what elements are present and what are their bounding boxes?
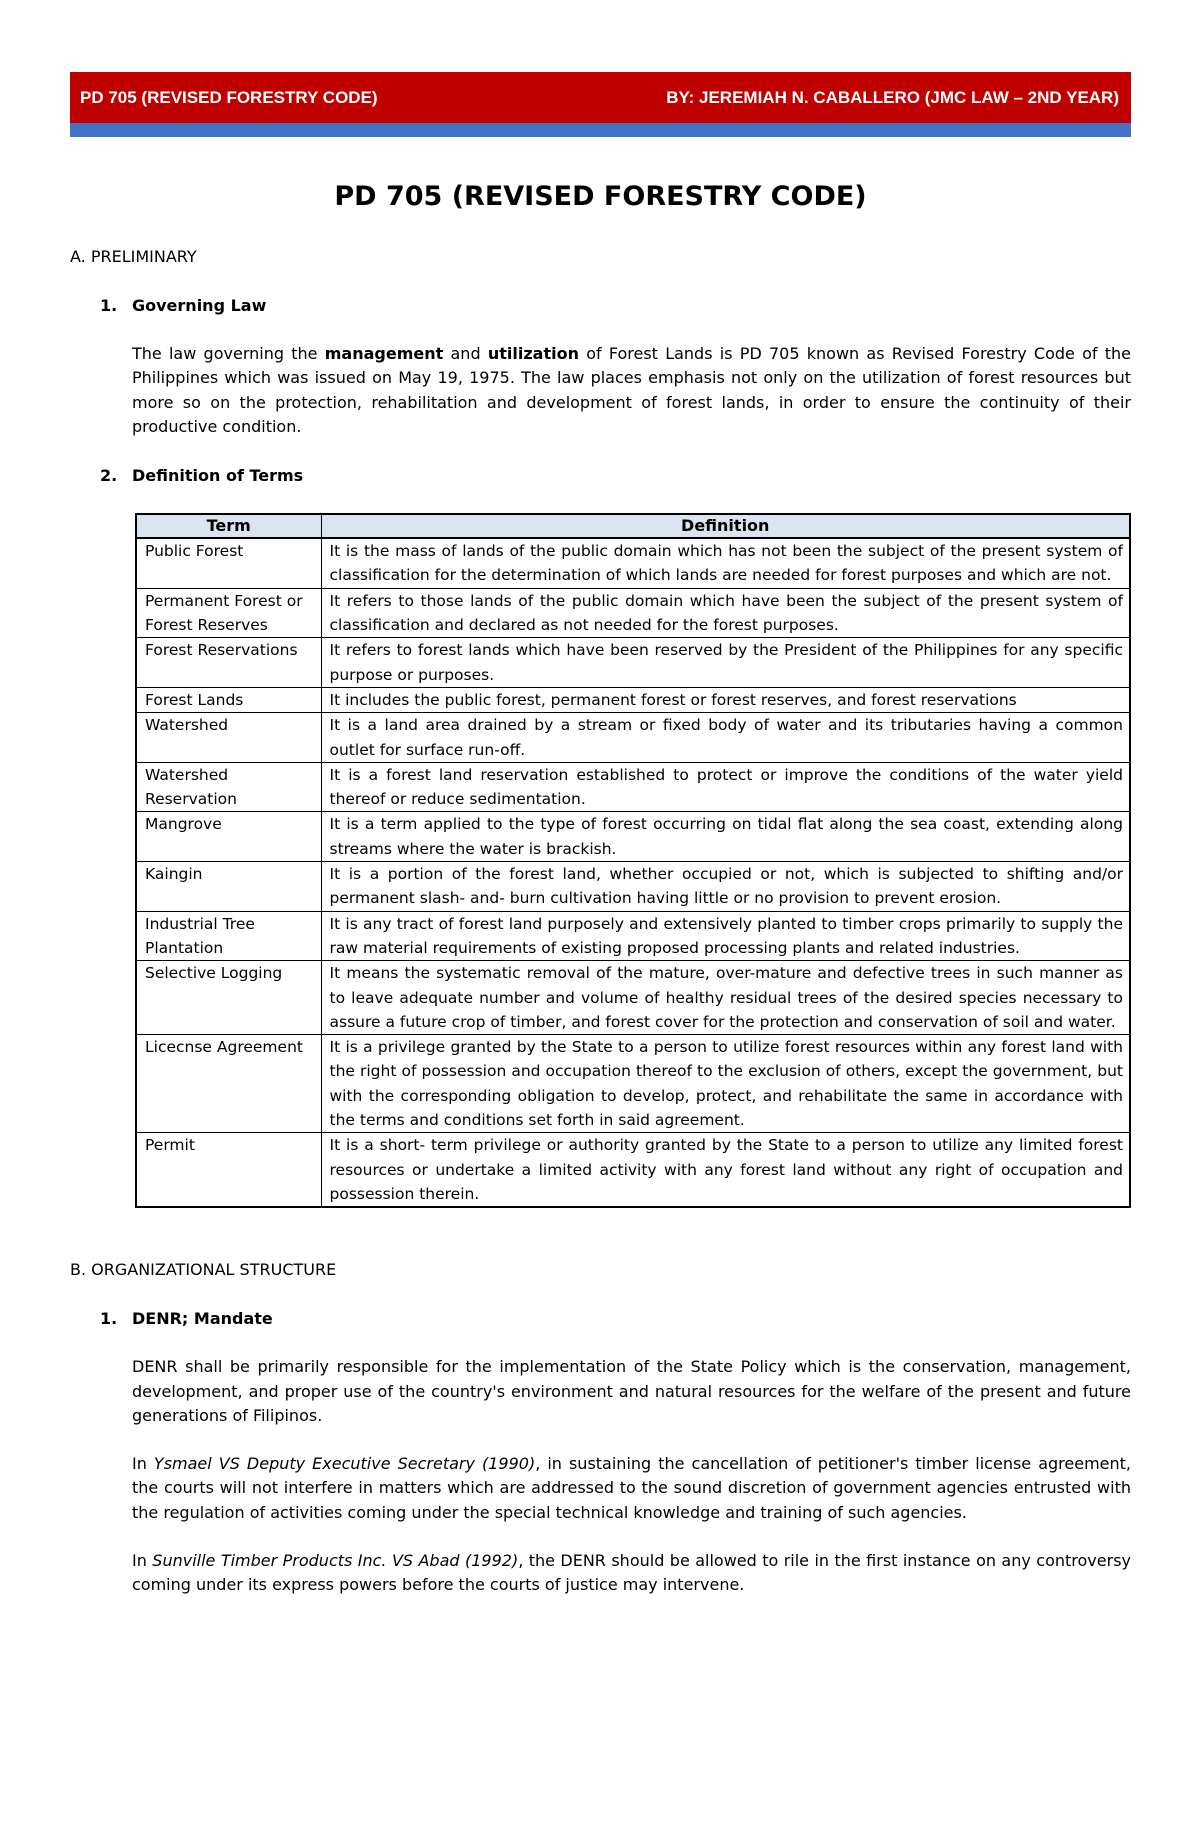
subheading-denr-mandate <box>70 1307 1131 1331</box>
header-title: PD 705 (REVISED FORESTRY CODE) <box>80 88 378 107</box>
section-heading-organizational: B. ORGANIZATIONAL STRUCTURE <box>70 1260 337 1280</box>
case-citation: Sunville Timber Products Inc. VS Abad (1992) <box>152 1550 519 1570</box>
header-strip <box>70 123 1131 137</box>
term-cell: Watershed Reservation <box>136 762 321 812</box>
governing-law-paragraph <box>132 342 1131 439</box>
bold-term-utilization: utilization <box>487 344 579 363</box>
subheading-governing-law <box>70 294 1131 318</box>
table-row <box>136 762 1130 812</box>
definition-cell: It is the mass of lands of the public domain which has not been the subject of the present system of classification for the determination of which lands are needed for forest purposes and which are not. <box>321 538 1130 588</box>
term-cell: Selective Logging <box>136 961 321 1035</box>
term-cell: Public Forest <box>136 538 321 588</box>
denr-mandate-paragraph: DENR shall be primarily responsible for the implementation of the State Policy which is the conservation, management, development, and proper use of the country's environment and natural resources for the welfare of the present and future generations of Filipinos. <box>132 1357 1131 1425</box>
paragraph-text: In <box>132 1550 153 1570</box>
term-cell: Mangrove <box>136 812 321 862</box>
table-row <box>136 638 1130 688</box>
subheading-definition-of-terms <box>70 464 1131 488</box>
definition-cell: It is a land area drained by a stream or fixed body of water and its tributaries having a common outlet for surface run-off. <box>321 713 1130 763</box>
subheading-number: 1. <box>100 1309 118 1329</box>
definition-cell: It means the systematic removal of the mature, over-mature and defective trees in such manner as to leave adequate number and volume of healthy residual trees of the desired species necessary to assure a future crop of timber, and forest cover for the protection and conservation of soil and water. <box>321 961 1130 1035</box>
subheading-number: 1. <box>100 296 118 315</box>
definition-cell: It is any tract of forest land purposely and extensively planted to timber crops primarily to supply the raw material requirements of existing proposed processing plants and related industries. <box>321 911 1130 961</box>
ysmael-case-paragraph <box>132 1452 1131 1525</box>
term-cell: Kaingin <box>136 862 321 912</box>
table-row <box>136 588 1130 638</box>
subheading-label: DENR; Mandate <box>132 1309 273 1329</box>
section-heading-preliminary: A. PRELIMINARY <box>70 247 197 266</box>
term-cell: Watershed <box>136 713 321 763</box>
definition-cell: It is a privilege granted by the State to a person to utilize forest resources within any forest land with the right of possession and occupation thereof to the exclusion of others, except the government, but with the corresponding obligation to develop, protect, and rehabilitate the same in accordance with the terms and conditions set forth in said agreement. <box>321 1035 1130 1133</box>
header-author: BY: JEREMIAH N. CABALLERO (JMC LAW – 2ND YEAR) <box>666 88 1119 107</box>
column-header-definition: Definition <box>321 514 1130 538</box>
subheading-label: Governing Law <box>132 296 267 315</box>
document-body <box>70 177 1131 1614</box>
table-row <box>136 862 1130 912</box>
table-row <box>136 1035 1130 1133</box>
paragraph-text: , in sustaining the cancellation of petitioner's timber license agreement, the courts will not interfere in matters which are addressed to the sound discretion of government agencies entrusted with the regulation of activities coming under the special technical knowledge and training of such agencies. <box>132 1454 1131 1522</box>
table-row <box>136 713 1130 763</box>
table-header-row <box>136 514 1130 538</box>
table-row <box>136 1133 1130 1207</box>
sunville-case-paragraph <box>132 1549 1131 1598</box>
definition-cell: It includes the public forest, permanent forest or forest reserves, and forest reservations <box>321 687 1130 712</box>
paragraph-text: , the DENR should be allowed to rile in the first instance on any controversy coming under its express powers before the courts of justice may intervene. <box>132 1550 1131 1595</box>
table-row <box>136 911 1130 961</box>
subheading-label: Definition of Terms <box>132 466 304 486</box>
term-cell: Permit <box>136 1133 321 1207</box>
column-header-term: Term <box>136 514 321 538</box>
table-row <box>136 538 1130 588</box>
case-citation: Ysmael VS Deputy Executive Secretary (1990) <box>153 1454 536 1474</box>
table-row <box>136 687 1130 712</box>
term-cell: Licecnse Agreement <box>136 1035 321 1133</box>
term-cell: Permanent Forest or Forest Reserves <box>136 588 321 638</box>
paragraph-text: In <box>132 1454 154 1474</box>
header-band <box>70 72 1131 123</box>
definition-cell: It is a term applied to the type of forest occurring on tidal flat along the sea coast, extending along streams where the water is brackish. <box>321 812 1130 862</box>
term-cell: Forest Reservations <box>136 638 321 688</box>
definition-cell: It is a short- term privilege or authority granted by the State to a person to utilize any limited forest resources or undertake a limited activity with any forest land without any right of occupation and possession therein. <box>321 1133 1130 1207</box>
page-title: PD 705 (REVISED FORESTRY CODE) <box>334 181 867 212</box>
paragraph-text: of Forest Lands is PD 705 known as Revised Forestry Code of the Philippines which was issued on May 19, 1975. The law places emphasis not only on the utilization of forest resources but more so on the protection, rehabilitation and development of forest lands, in order to ensure the continuity of their productive condition. <box>132 344 1132 436</box>
definition-cell: It refers to forest lands which have been reserved by the President of the Philippines for any specific purpose or purposes. <box>321 638 1130 688</box>
definition-cell: It refers to those lands of the public domain which have been the subject of the present system of classification and declared as not needed for the forest purposes. <box>321 588 1130 638</box>
definitions-table <box>135 513 1131 1208</box>
paragraph-text: and <box>443 344 488 363</box>
term-cell: Forest Lands <box>136 687 321 712</box>
table-row <box>136 961 1130 1035</box>
bold-term-management: management <box>324 344 444 363</box>
subheading-number: 2. <box>100 466 118 486</box>
definition-cell: It is a forest land reservation established to protect or improve the conditions of the water yield thereof or reduce sedimentation. <box>321 762 1130 812</box>
term-cell: Industrial Tree Plantation <box>136 911 321 961</box>
table-row <box>136 812 1130 862</box>
paragraph-text: The law governing the <box>132 344 325 363</box>
definition-cell: It is a portion of the forest land, whether occupied or not, which is subjected to shifting and/or permanent slash- and- burn cultivation having little or no provision to prevent erosion. <box>321 862 1130 912</box>
